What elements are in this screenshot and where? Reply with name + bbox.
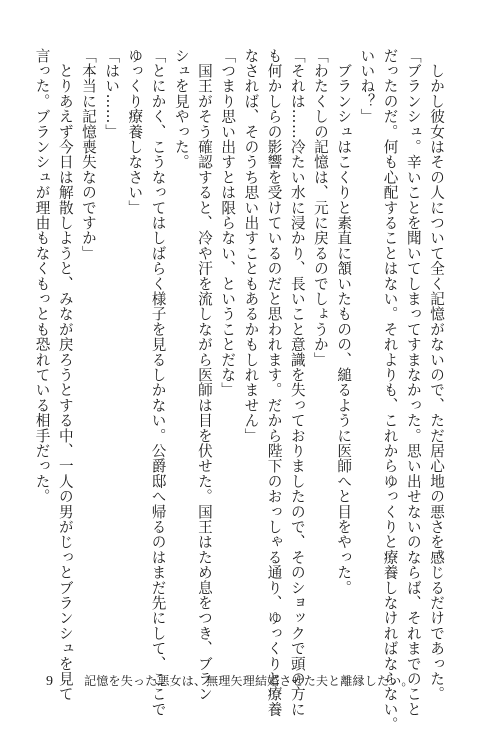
text-line: 「それは……冷たい水に浸かり、長いこと意識を失っておりましたので、そのショックで頭の方に	[288, 48, 306, 717]
text-line: 「つまり思い出すとは限らない、ということだな」	[219, 48, 237, 398]
text-line: シュを見やった。	[172, 48, 190, 170]
text-line: だったのだ。何も心配することはない。それよりも、これからゆっくりと療養しなければならない。	[381, 48, 399, 732]
text-line: しかし彼女はその人について全く記憶がないので、ただ居心地の悪さを感じるだけであった。	[428, 48, 445, 702]
text-line: ブランシュはこくりと素直に頷いたものの、縋るように医師へと目をやった。	[335, 48, 353, 596]
text-line: も何かしらの影響を受けているのだと思われます。だから陛下のおっしゃる通り、ゆっくりと療養	[265, 48, 283, 717]
text-line: 言った。ブランシュが理由もなくもっとも恐れている相手だった。	[33, 48, 51, 504]
page-footer	[46, 672, 414, 690]
running-title: 記憶を失った悪女は、無理矢理結婚させた夫と離縁したい。	[84, 674, 414, 688]
text-line: いいね？」	[358, 48, 376, 124]
text-line: 「ブランシュ。辛いことを聞いてしまってすまなかった。思い出せないのならば、それまでのこと	[404, 48, 422, 717]
text-line: 「はい……」	[103, 48, 121, 140]
text-line: 「とにかく、こうなってはしばらく様子を見るしかない。公爵邸へ帰るのはまだ先にして、ここで	[149, 48, 167, 717]
text-line: とりあえず今日は解散しようと、みなが戻ろうとする中、一人の男がじっとブランシュを見て	[56, 48, 74, 702]
text-line: 「わたくしの記憶は、元に戻るのでしょうか」	[311, 48, 329, 368]
text-line: なされば、そのうち思い出すこともあるかもしれません」	[242, 48, 260, 444]
text-line: ゆっくり療養しなさい」	[126, 48, 144, 216]
text-line: 「本当に記憶喪失なのですか」	[79, 48, 97, 261]
text-line: 国王がそう確認すると、冷や汗を流しながら医師は目を伏せた。国王はため息をつき、ブラン	[195, 48, 213, 702]
page-number: 9	[46, 674, 53, 689]
